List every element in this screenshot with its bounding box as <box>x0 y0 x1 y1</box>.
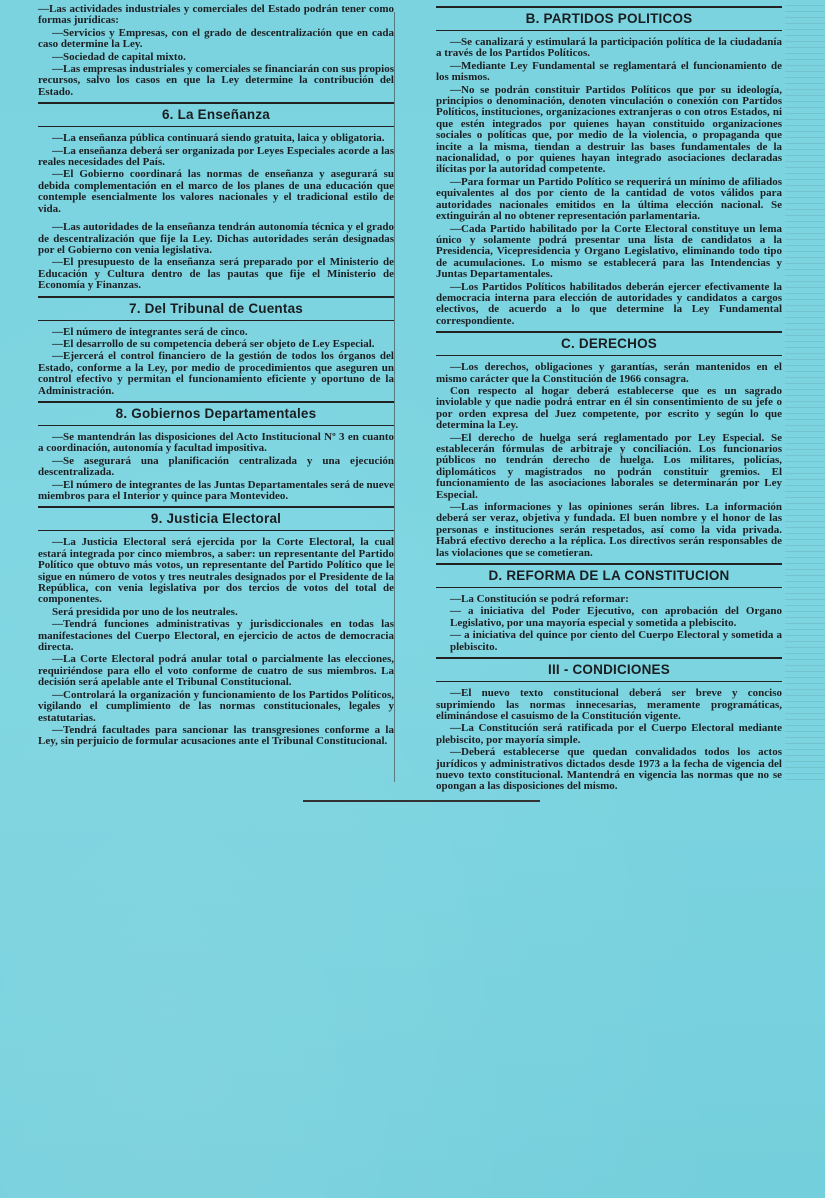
paragraph: —La enseñanza deberá ser organizada por Leyes Especiales acorde a las reales necesidades del País. <box>38 144 394 169</box>
section-tribunal-cuentas <box>38 296 394 397</box>
paragraph: —Controlará la organización y funcionamiento de los Partidos Políticos, vigilando el cumplimiento de las normas constitucionales, legales y estatutarias. <box>38 688 394 724</box>
section-heading: III - CONDICIONES <box>436 657 782 682</box>
scan-edge-noise <box>785 0 825 780</box>
paragraph: Será presidida por uno de los neutrales. <box>52 605 238 618</box>
paragraph: —La Justicia Electoral será ejercida por la Corte Electoral, la cual estará integrada por cinco miembros, a saber: un representante del Partido Político que obtuvo más votos, un representante del Partido Político que le sigue en número de votos y tres neutrales designados por el Presidente de la República, con venia legislativa por dos tercios de votos del total de componentes. <box>38 536 394 606</box>
paragraph: —Sociedad de capital mixto. <box>52 50 186 63</box>
section-heading: 9. Justicia Electoral <box>38 506 394 531</box>
paragraph: —Mediante Ley Fundamental se reglamentará el funcionamiento de los mismos. <box>436 59 782 84</box>
paragraph: —La Constitución será ratificada por el Cuerpo Electoral mediante plebiscito, por mayoría simple. <box>436 722 782 746</box>
section-heading: 6. La Enseñanza <box>38 102 394 127</box>
left-column <box>38 4 394 749</box>
paragraph: —Servicios y Empresas, con el grado de descentralización que en cada caso determine la Ley. <box>38 26 394 51</box>
section-condiciones <box>436 657 782 793</box>
closing-rule <box>303 800 540 802</box>
paragraph: —Ejercerá el control financiero de la gestión de todos los órganos del Estado, conforme a la Ley, por medio de procedimientos que aseguren un control efectivo y permitan el funcionamiento eficiente y oportuno de la Administración. <box>38 350 394 397</box>
right-column <box>436 4 782 794</box>
section-reforma-constitucion <box>436 563 782 653</box>
paragraph: —Se asegurará una planificación centralizada y una ejecución descentralizada. <box>38 454 394 479</box>
section-gobiernos-departamentales <box>38 401 394 502</box>
paragraph: —El número de integrantes será de cinco. <box>52 325 248 338</box>
section-heading: 8. Gobiernos Departamentales <box>38 401 394 426</box>
paragraph: —El nuevo texto constitucional deberá ser breve y conciso suprimiendo las normas innecesarias, meramente programáticas, eliminándose el casuismo de la Constitución vigente. <box>436 687 782 722</box>
section-justicia-electoral <box>38 506 394 747</box>
paragraph: —Se mantendrán las disposiciones del Acto Institucional Nº 3 en cuanto a coordinación, autonomía y facultad impositiva. <box>38 430 394 455</box>
list-item: — a iniciativa del Poder Ejecutivo, con aprobación del Organo Legislativo, por una mayoría especial y sometida a plebiscito. <box>450 605 782 629</box>
paragraph: —Tendrá facultades para sancionar las transgresiones conforme a la Ley, sin perjuicio de formular acusaciones ante el Tribunal Constitucional. <box>38 723 394 748</box>
section-partidos-politicos <box>436 6 782 327</box>
paragraph: —La Constitución se podrá reformar: <box>450 593 629 606</box>
section-ensenanza <box>38 102 394 291</box>
paragraph: —Cada Partido habilitado por la Corte Electoral constituye un lema único y solamente podrá presentar una lista de candidatos a la Presidencia, Vicepresidencia y Organo Legislativo, eliminando todo tipo de acumulaciones. Lo mismo se establecerá para las Intendencias y Juntas Departamentales. <box>436 222 782 281</box>
paragraph: Con respecto al hogar deberá establecerse que es un sagrado inviolable y que nadie podrá entrar en él sin consentimiento de su jefe o por orden expresa del Juez competente, por escrito y según lo que determina la Ley. <box>436 384 782 432</box>
paragraph: —Tendrá funciones administrativas y jurisdiccionales en todas las manifestaciones del Cuerpo Electoral, en ejercicio de actos de democracia directa. <box>38 618 394 654</box>
section-derechos <box>436 331 782 559</box>
paragraph: —La enseñanza pública continuará siendo gratuita, laica y obligatoria. <box>52 132 385 145</box>
paragraph: —Las empresas industriales y comerciales se financiarán con sus propios recursos, salvo los casos en que la Ley determine la contribución del Estado. <box>38 63 394 98</box>
paragraph: —El Gobierno coordinará las normas de enseñanza y asegurará su debida complementación en el marco de los planes de una educación que contemple esencialmente los valores nacionales y el tradicional estilo de vida. <box>38 168 394 215</box>
paragraph: —El número de integrantes de las Juntas Departamentales será de nueve miembros para el Interior y quince para Montevideo. <box>38 478 394 502</box>
section-heading: D. REFORMA DE LA CONSTITUCION <box>436 563 782 588</box>
paragraph: —Las actividades industriales y comerciales del Estado podrán tener como formas jurídicas: <box>38 3 394 27</box>
paragraph: —Las informaciones y las opiniones serán libres. La información deberá ser veraz, objetiva y fundada. El buen nombre y el honor de las personas e instituciones serán respetados, así como la vida privada. Habrá efectivo derecho a la réplica. Los directivos serán responsables de las violaciones que se cometieran. <box>436 501 782 559</box>
paragraph: —Para formar un Partido Político se requerirá un mínimo de afiliados equivalentes al dos por ciento de la cantidad de votos válidos para autoridades nacionales emitidos en la última elección nacional. Se extinguirán al no obtener representación parlamentaria. <box>436 175 782 223</box>
paragraph: —El derecho de huelga será reglamentado por Ley Especial. Se establecerán fórmulas de arbitraje y conciliación. Los funcionarios públicos no tendrán derecho de huelga. Los militares, policías, diplomáticos y magistrados no podrán constituir gremios. El funcionamiento de las asociaciones laborales se determinarán por Ley Especial. <box>436 431 782 501</box>
paragraph: —Se canalizará y estimulará la participación política de la ciudadanía a través de los Partidos Políticos. <box>436 36 782 60</box>
paragraph: —Los derechos, obligaciones y garantías, serán mantenidos en el mismo carácter que la Constitución de 1966 consagra. <box>436 361 782 385</box>
paragraph: —El presupuesto de la enseñanza será preparado por el Ministerio de Educación y Cultura dentro de las pautas que fije el Ministerio de Economía y Finanzas. <box>38 256 394 292</box>
paragraph: —La Corte Electoral podrá anular total o parcialmente las elecciones, requiriéndose para ello el voto conforme de cuatro de sus miembros. La decisión será apelable ante el Tribunal Constitucional. <box>38 653 394 689</box>
section-heading: C. DERECHOS <box>436 331 782 356</box>
intro-section <box>38 4 394 98</box>
paragraph: —El desarrollo de su competencia deberá ser objeto de Ley Especial. <box>52 337 375 350</box>
section-heading: 7. Del Tribunal de Cuentas <box>38 296 394 321</box>
paragraph: —No se podrán constituir Partidos Políticos que por su ideología, principios o denominación, denoten vinculación o conexión con Partidos Políticos, instituciones, organizaciones extranjeras o con otros Estados, ni que estén integrados por quienes hayan constituido organizaciones sociales o políticas que, por medio de la violencia, o propaganda que incite a la misma, tiendan a destruir las bases fundamentales de la nacionalidad, o por quienes hayan integrado asociaciones declaradas ilícitas por la autoridad competente. <box>436 83 782 176</box>
paragraph: —Las autoridades de la enseñanza tendrán autonomía técnica y el grado de descentralización que fije la Ley. Dichas autoridades serán designadas por el Gobierno con venia legislativa. <box>38 221 394 256</box>
paragraph: —Deberá establecerse que quedan convalidados todos los actos jurídicos y administrativos dictados desde 1973 a la fecha de vigencia del nuevo texto constitucional. Mantendrá en vigencia las normas que no se opongan a las disposiciones del mismo. <box>436 746 782 793</box>
list-item: — a iniciativa del quince por ciento del Cuerpo Electoral y sometida a plebiscito. <box>450 629 782 653</box>
paragraph: —Los Partidos Políticos habilitados deberán ejercer efectivamente la democracia interna para elección de autoridades y candidatos a cargos electivos, de acuerdo a lo que determine la Ley Fundamental correspondiente. <box>436 280 782 327</box>
section-heading: B. PARTIDOS POLITICOS <box>436 6 782 31</box>
